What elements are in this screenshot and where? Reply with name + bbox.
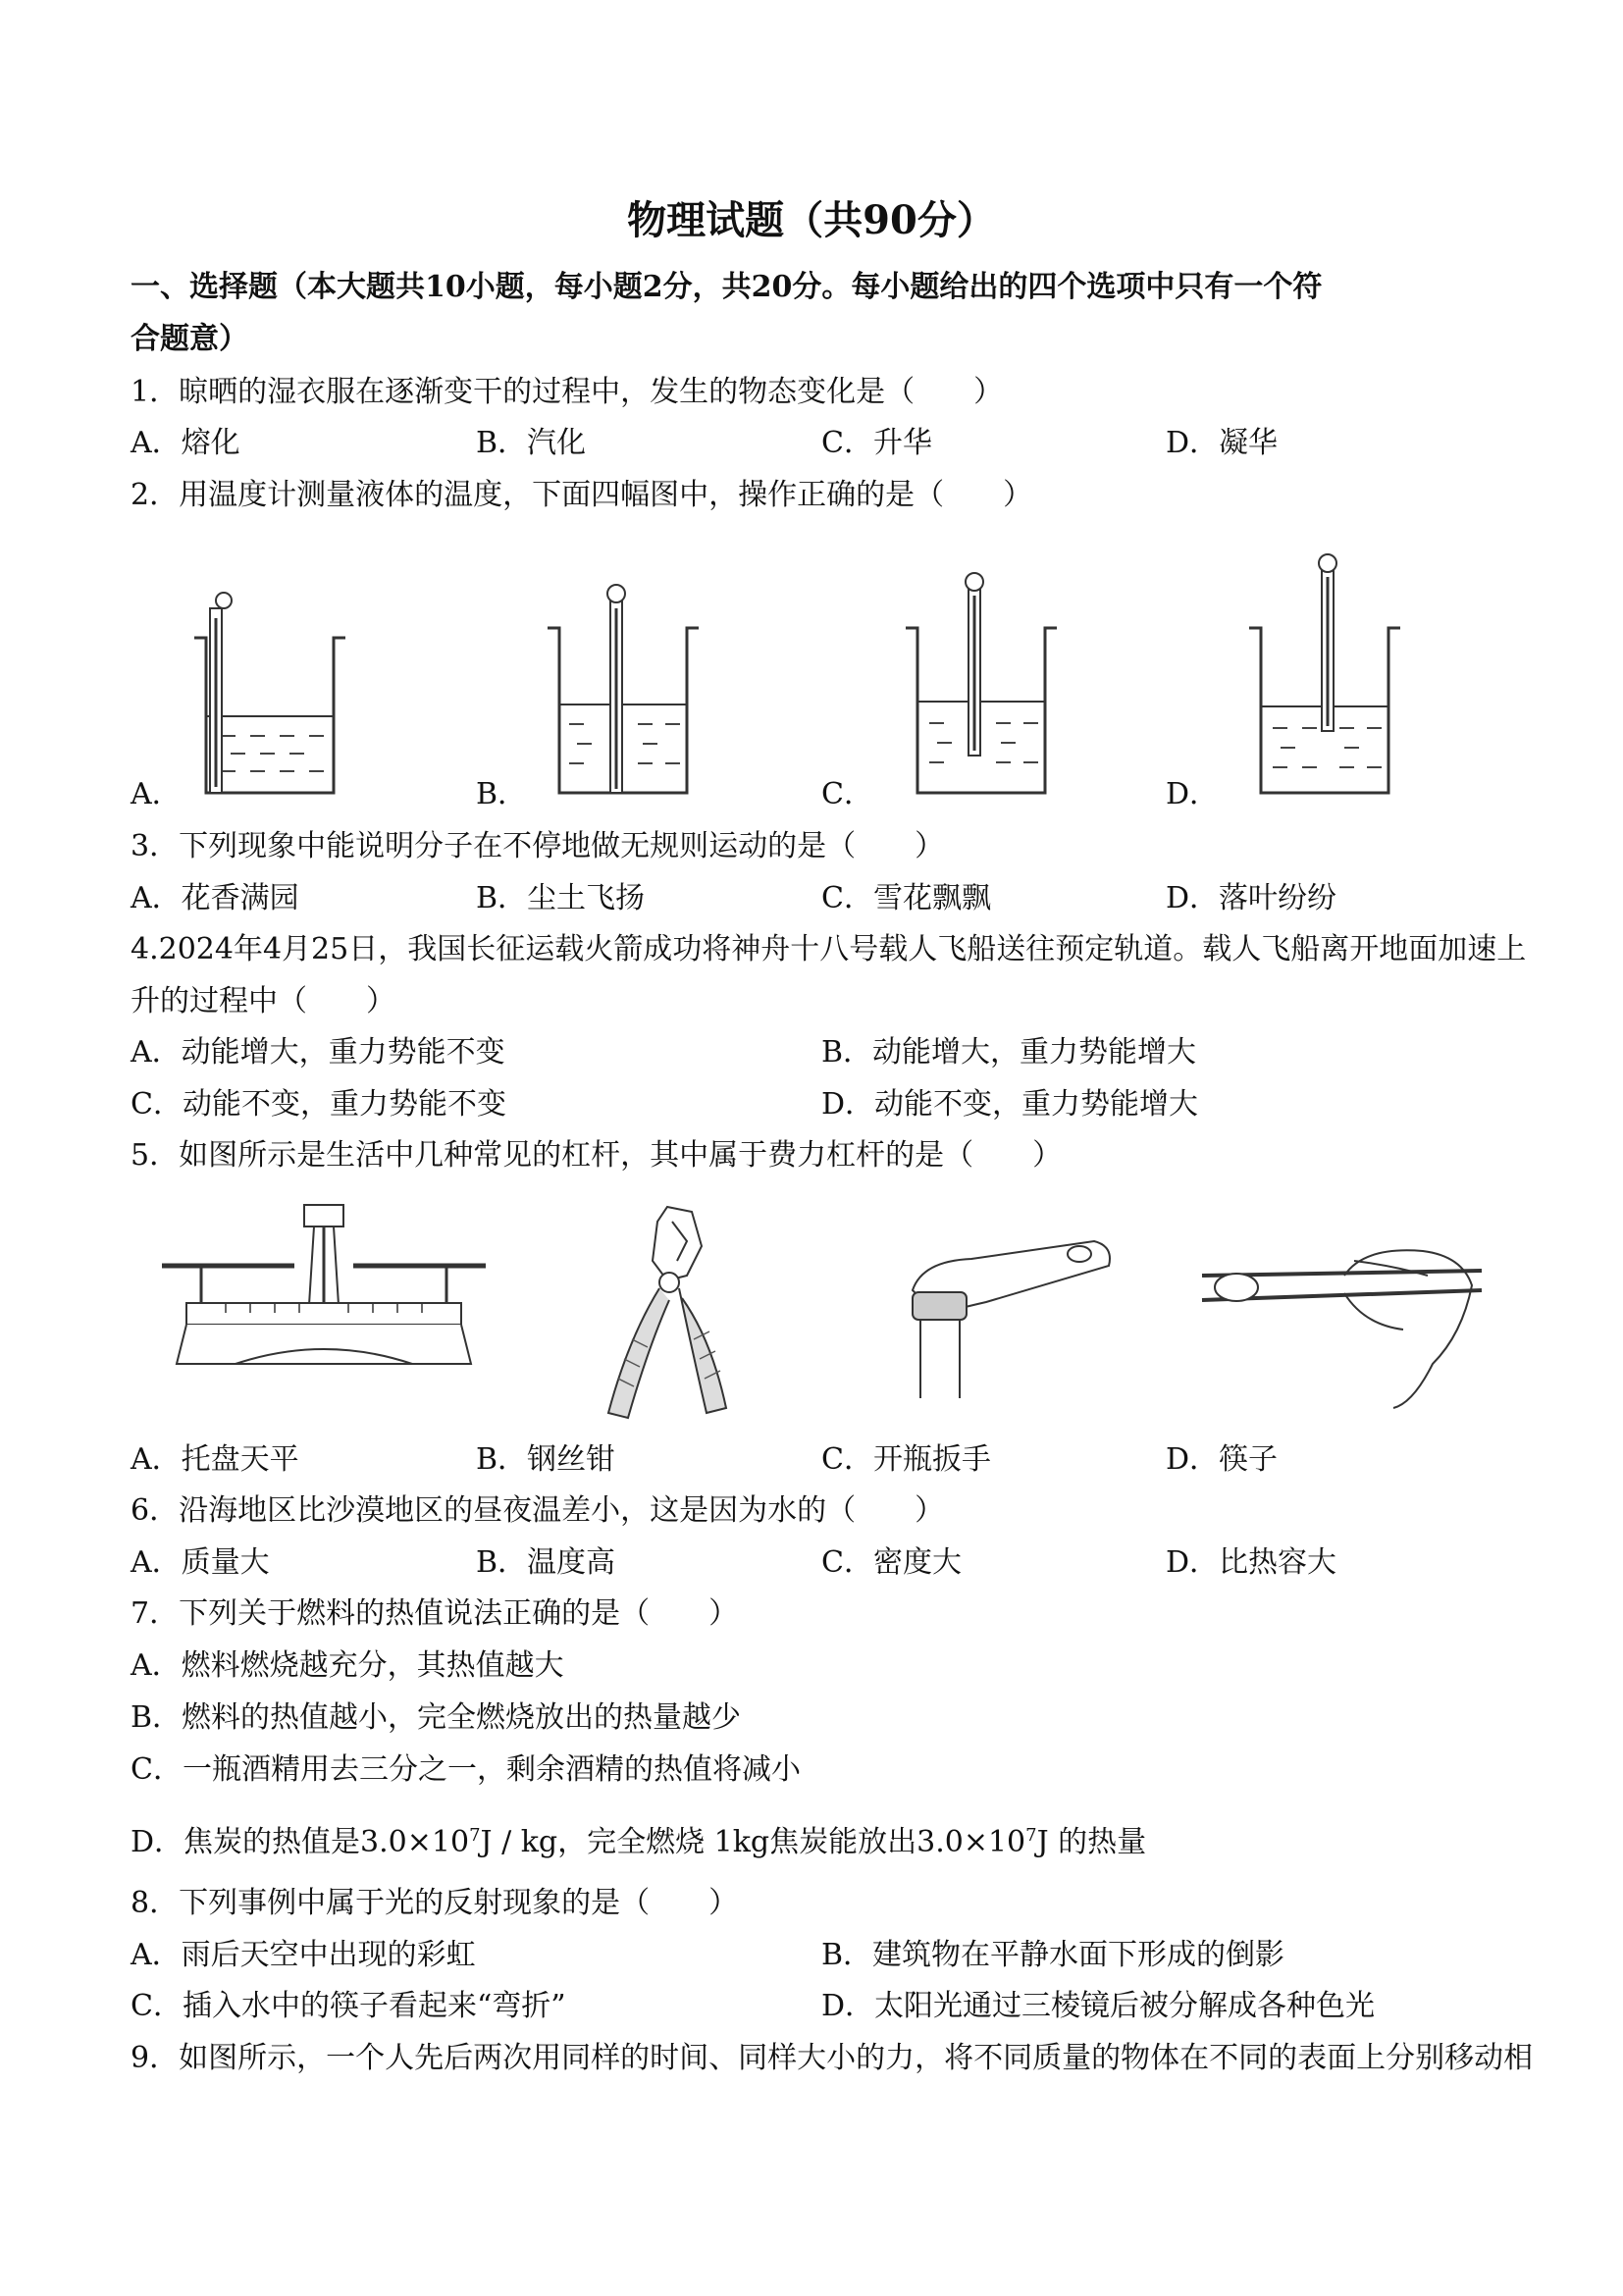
- beaker-figure-c: [888, 554, 1084, 805]
- q6-stem: 6．沿海地区比沙漠地区的昼夜温差小，这是因为水的（ ）: [131, 1493, 945, 1528]
- q4-option-a: A．动能增大，重力势能不变: [131, 1035, 505, 1070]
- q4-stem: 4.2024年4月25日，我国长征运载火箭成功将神舟十八号载人飞船送往预定轨道。载人飞船离开地面加速上: [131, 932, 1527, 966]
- q8-option-a: A．雨后天空中出现的彩虹: [131, 1938, 476, 1972]
- q3-option-a: A．花香满园: [131, 881, 299, 915]
- q1-option-c: C．升华: [821, 426, 932, 460]
- q4-option-d: D．动能不变，重力势能增大: [821, 1087, 1199, 1122]
- q3-option-d: D．落叶纷纷: [1166, 881, 1337, 915]
- q6-option-a: A．质量大: [131, 1545, 270, 1580]
- q6-option-d: D．比热容大: [1166, 1545, 1337, 1580]
- q6-option-c: C．密度大: [821, 1545, 962, 1580]
- q7-option-d: D．焦炭的热值是$3.0\times 10^7J$ / kg，完全燃烧 1kg焦炭能放出$3.0\times 10^7J$ 的热量: [131, 1825, 1147, 1859]
- pliers-figure: [599, 1202, 736, 1423]
- q1-option-a: A．熔化: [131, 426, 240, 460]
- beaker-figure-b: [530, 579, 726, 805]
- q5-option-b: B．钢丝钳: [476, 1442, 616, 1477]
- section-heading: 一、选择题（本大题共10小题，每小题2分，共20分。每小题给出的四个选项中只有一个符: [131, 270, 1323, 304]
- q1-stem: 1．晾晒的湿衣服在逐渐变干的过程中，发生的物态变化是（ ）: [131, 375, 1004, 409]
- q1-option-b: B．汽化: [476, 426, 587, 460]
- q7-option-b: B．燃料的热值越小，完全燃烧放出的热量越少: [131, 1700, 742, 1735]
- q2-option-a: A．: [131, 777, 182, 811]
- q1-option-d: D．凝华: [1166, 426, 1279, 460]
- q3-stem: 3．下列现象中能说明分子在不停地做无规则运动的是（ ）: [131, 829, 945, 863]
- q8-option-b: B．建筑物在平静水面下形成的倒影: [821, 1938, 1285, 1972]
- beaker-figure-d: [1231, 549, 1428, 805]
- q3-option-c: C．雪花飘飘: [821, 881, 991, 915]
- q8-stem: 8．下列事例中属于光的反射现象的是（ ）: [131, 1886, 739, 1920]
- section-heading-cont: 合题意）: [131, 322, 248, 356]
- bottle-opener-figure: [893, 1222, 1119, 1408]
- q7-option-c: C．一瓶酒精用去三分之一，剩余酒精的热值将减小: [131, 1752, 801, 1787]
- q8-option-d: D．太阳光通过三棱镜后被分解成各种色光: [821, 1989, 1376, 2023]
- chopsticks-figure: [1197, 1246, 1492, 1413]
- q4-option-c: C．动能不变，重力势能不变: [131, 1087, 506, 1122]
- q9-stem: 9．如图所示，一个人先后两次用同样的时间、同样大小的力，将不同质量的物体在不同的表面上分别移动相: [131, 2041, 1534, 2075]
- q4-option-b: B．动能增大，重力势能增大: [821, 1035, 1197, 1070]
- q5-stem: 5．如图所示是生活中几种常见的杠杆，其中属于费力杠杆的是（ ）: [131, 1138, 1063, 1173]
- q5-option-a: A．托盘天平: [131, 1442, 299, 1477]
- page-title: 物理试题（共90分）: [627, 197, 996, 243]
- q8-option-c: C．插入水中的筷子看起来“弯折”: [131, 1989, 566, 2023]
- q5-option-c: C．开瓶扳手: [821, 1442, 991, 1477]
- beaker-figure-a: [177, 579, 373, 805]
- q7-option-a: A．燃料燃烧越充分，其热值越大: [131, 1648, 564, 1683]
- q7-stem: 7．下列关于燃料的热值说法正确的是（ ）: [131, 1596, 739, 1631]
- q4-stem-cont: 升的过程中（ ）: [131, 984, 395, 1018]
- balance-scale-figure: [157, 1197, 496, 1383]
- q6-option-b: B．温度高: [476, 1545, 616, 1580]
- q5-option-d: D．筷子: [1166, 1442, 1279, 1477]
- q3-option-b: B．尘土飞扬: [476, 881, 646, 915]
- q2-option-c: C．: [821, 777, 873, 811]
- q2-stem: 2．用温度计测量液体的温度，下面四幅图中，操作正确的是（ ）: [131, 478, 1033, 512]
- q2-option-b: B．: [476, 777, 528, 811]
- q2-option-d: D．: [1166, 777, 1220, 811]
